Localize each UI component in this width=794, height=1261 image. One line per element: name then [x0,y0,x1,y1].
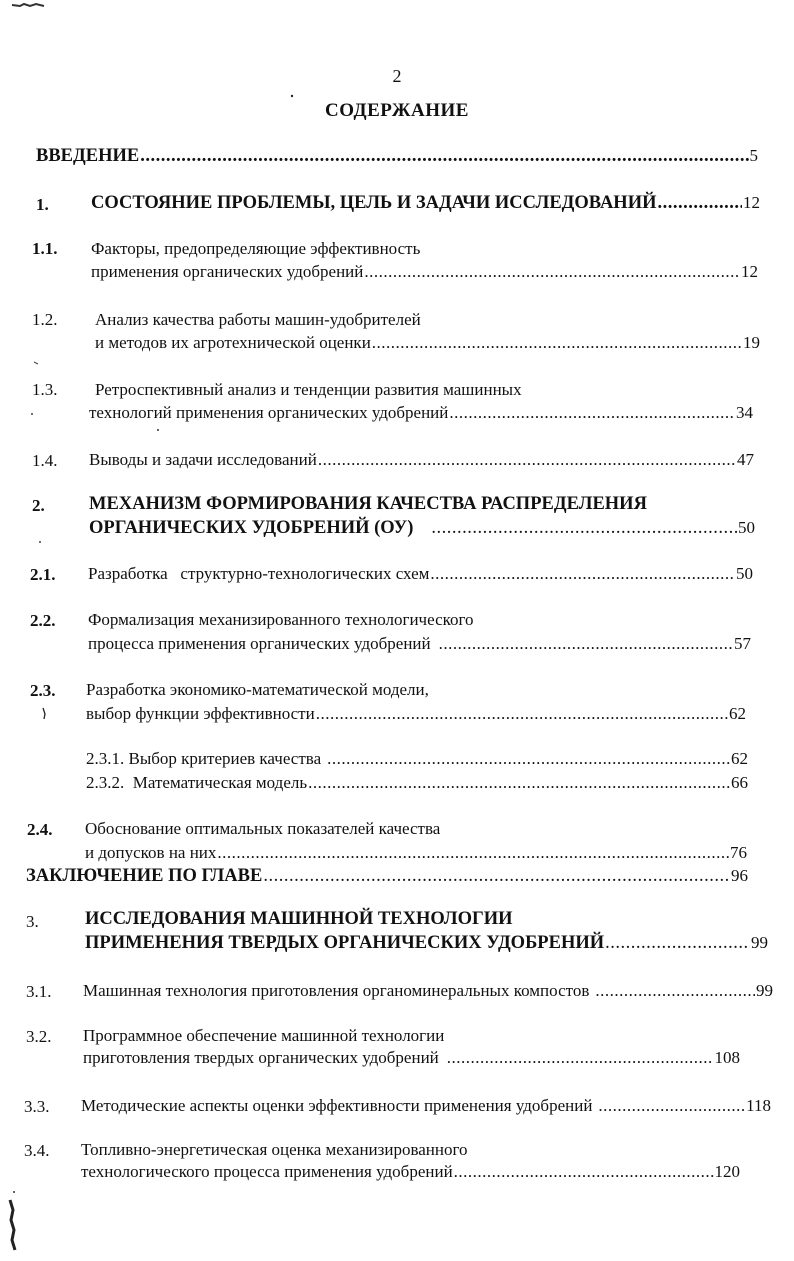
leader-dots [217,843,729,863]
toc-entry-label: Формализация механизированного технологического [88,610,474,629]
toc-entry-1-2[interactable] [95,333,760,357]
toc-entry-label-cont: ОРГАНИЧЕСКИХ УДОБРЕНИЙ (ОУ) [89,518,414,538]
toc-entry-label-cont: технологий применения органических удобрений [89,403,449,422]
toc-entry-label: Ретроспективный анализ и тенденции развития машинных [95,380,522,399]
page-number: 2 [392,66,402,86]
leader-dots [316,704,728,724]
section-number: 2.2. [30,611,56,630]
toc-entry-2-3-1[interactable] [86,749,748,773]
section-number: 2.1. [30,565,56,584]
toc-entry-label-cont: применения органических удобрений [91,262,364,281]
toc-entry-label: ЗАКЛЮЧЕНИЕ ПО ГЛАВЕ [26,866,263,886]
toc-entry-2-3[interactable] [86,704,746,728]
toc-entry-label: Факторы, предопределяющие эффективность [91,239,421,258]
toc-entry-2-3-2[interactable] [86,773,748,797]
toc-entry-page: 108 [714,1048,740,1067]
toc-entry-page: 5 [749,146,758,165]
section-number: 3.1. [26,982,52,1001]
leader-dots [657,193,742,214]
leader-dots [327,749,730,769]
toc-entry-page: 62 [729,704,746,723]
leader-dots [372,333,742,353]
toc-entry-label-cont: приготовления твердых органических удобрений [83,1048,439,1067]
toc-entry-label-cont: и допусков на них [85,843,217,862]
leader-dots [595,981,755,1001]
toc-entry-page: 19 [743,333,760,352]
toc-entry-section-2[interactable] [89,518,755,542]
toc-entry-section-3[interactable] [85,933,768,957]
toc-entry-1-1[interactable] [91,262,758,286]
toc-entry-label: 2.3.2. Математическая модель [86,773,308,792]
toc-entry-label-cont: и методов их агротехнической оценки [95,333,371,352]
toc-entry-page: 66 [731,773,748,792]
toc-entry-label-cont: ПРИМЕНЕНИЯ ТВЕРДЫХ ОРГАНИЧЕСКИХ УДОБРЕНИЙ [85,933,605,953]
leader-dots [449,403,735,423]
toc-entry-page: 50 [736,564,753,583]
toc-entry-1-3[interactable] [89,403,753,427]
toc-entry-1-4[interactable] [89,450,754,474]
toc-entry-label-cont: технологического процесса применения удобрений [81,1162,453,1181]
section-number: 2.3. [30,681,56,700]
toc-entry-label: ВВЕДЕНИЕ [36,146,140,166]
toc-entry-2-1[interactable] [88,564,753,588]
toc-entry-page: 62 [731,749,748,768]
section-number: 3.4. [24,1141,50,1160]
leader-dots [431,518,737,539]
toc-entry-label: Разработка структурно-технологических схем [88,564,430,583]
section-number: 1.4. [32,451,58,470]
toc-entry-label: Обоснование оптимальных показателей качества [85,819,441,838]
section-number: 1.2. [32,310,58,329]
toc-entry-conclusion[interactable] [26,866,748,890]
toc-entry-2-4[interactable] [85,843,747,867]
section-number: 3. [26,912,39,931]
toc-entry-intro[interactable] [36,146,758,170]
toc-entry-2-2[interactable] [88,634,751,658]
toc-entry-label: МЕХАНИЗМ ФОРМИРОВАНИЯ КАЧЕСТВА РАСПРЕДЕЛЕНИЯ [89,494,647,514]
toc-entry-page: 12 [741,262,758,281]
toc-entry-page: 12 [743,193,760,212]
section-number: 3.3. [24,1097,50,1116]
leader-dots [430,564,735,584]
toc-entry-page: 34 [736,403,753,422]
toc-entry-page: 118 [746,1096,771,1115]
leader-dots [308,773,730,793]
toc-entry-3-2[interactable] [83,1048,740,1072]
section-number: 1. [36,195,49,214]
toc-entry-page: 57 [734,634,751,653]
toc-entry-label: Выводы и задачи исследований [89,450,317,469]
toc-entry-label: Программное обеспечение машинной технологии [83,1026,445,1045]
section-number: 3.2. [26,1027,52,1046]
section-number: 1.3. [32,380,58,399]
toc-entry-page: 76 [730,843,747,862]
toc-entry-page: 99 [751,933,768,952]
toc-entry-label: ИССЛЕДОВАНИЯ МАШИННОЙ ТЕХНОЛОГИИ [85,909,513,929]
leader-dots [364,262,740,282]
section-number: 2. [32,496,45,515]
toc-entry-section-1[interactable] [91,193,760,217]
toc-entry-page: 50 [738,518,755,537]
toc-entry-page: 120 [714,1162,740,1181]
section-number: 1.1. [32,239,58,258]
toc-entry-label: СОСТОЯНИЕ ПРОБЛЕМЫ, ЦЕЛЬ И ЗАДАЧИ ИССЛЕДОВАНИЙ [91,193,657,213]
toc-entry-page: 96 [731,866,748,885]
toc-entry-3-3[interactable] [81,1096,771,1120]
leader-dots [318,450,736,470]
toc-entry-label: Анализ качества работы машин-удобрителей [95,310,421,329]
toc-entry-label: Топливно-энергетическая оценка механизированного [81,1140,468,1159]
toc-entry-page: 99 [756,981,773,1000]
section-number: 2.4. [27,820,53,839]
toc-entry-page: 47 [737,450,754,469]
toc-entry-label: Разработка экономико-математической модели, [86,680,429,699]
toc-entry-3-1[interactable] [83,981,773,1005]
leader-dots [454,1162,714,1182]
leader-dots [605,933,750,954]
toc-entry-label: Методические аспекты оценки эффективности применения удобрений [81,1096,593,1115]
leader-dots [598,1096,745,1116]
leader-dots [263,866,730,887]
toc-entry-label: 2.3.1. Выбор критериев качества [86,749,322,768]
page-title: СОДЕРЖАНИЕ [325,100,469,121]
leader-dots [140,146,748,167]
toc-entry-label-cont: выбор функции эффективности [86,704,315,723]
toc-entry-label-cont: процесса применения органических удобрений [88,634,431,653]
leader-dots [439,634,733,654]
leader-dots [447,1048,714,1068]
toc-entry-3-4[interactable] [81,1162,740,1186]
toc-entry-label: Машинная технология приготовления органоминеральных компостов [83,981,590,1000]
